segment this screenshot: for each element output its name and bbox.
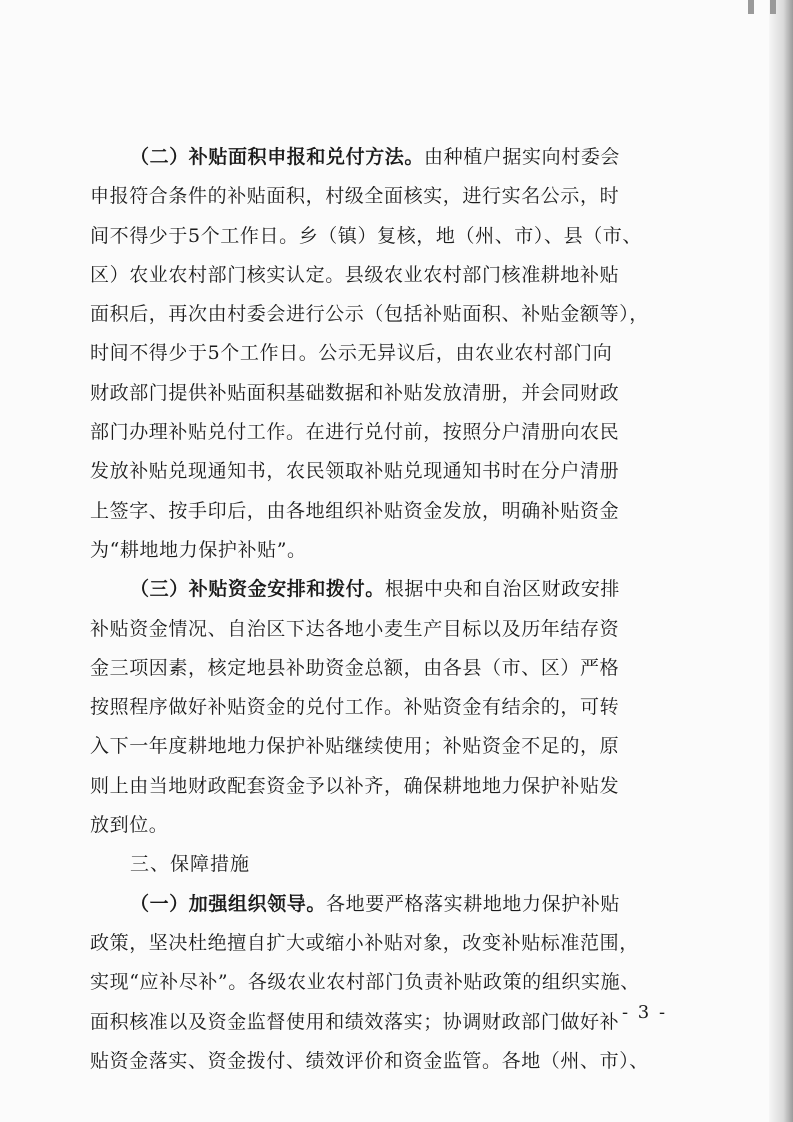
paragraph-first-line <box>90 570 682 609</box>
text-line: 则上由当地财政配套资金予以补齐，确保耕地地力保护补贴发 <box>90 774 620 797</box>
text-line: 发放补贴兑现通知书，农民领取补贴兑现通知书时在分户清册 <box>90 460 620 483</box>
paragraph-heading: （三）补贴资金安排和拨付。 <box>130 578 385 601</box>
section-title-safeguards: 三、保障措施 <box>130 853 251 876</box>
text-line: 放到位。 <box>90 814 169 837</box>
text-line: 根据中央和自治区财政安排 <box>384 578 621 601</box>
text-line: 贴资金落实、资金拨付、绩效评价和资金监管。各地（州、市）、 <box>90 1049 649 1072</box>
text-line: 上签字、按手印后，由各地组织补贴资金发放，明确补贴资金 <box>90 499 620 522</box>
scan-mark <box>748 0 754 14</box>
text-line: 金三项因素，核定地县补助资金总额，由各县（市、区）严格 <box>90 656 620 679</box>
text-line: 政策，坚决杜绝擅自扩大或缩小补贴对象，改变补贴标准范围， <box>90 931 639 954</box>
text-line: 时间不得少于5个工作日。公示无异议后，由农业农村部门向 <box>90 342 613 365</box>
text-line: 部门办理补贴兑付工作。在进行兑付前，按照分户清册向农民 <box>90 421 620 444</box>
text-line: 由种植户据实向村委会 <box>424 146 621 168</box>
paragraph-heading: （二）补贴面积申报和兑付方法。 <box>130 146 425 168</box>
scan-mark <box>770 0 776 14</box>
text-line: 区）农业农村部门核实认定。县级农业农村部门核准耕地补贴 <box>90 263 620 286</box>
text-line: 为“耕地地力保护补贴”。 <box>90 538 307 561</box>
document-body <box>90 138 682 1081</box>
text-line: 申报符合条件的补贴面积，村级全面核实，进行实名公示，时 <box>90 185 620 208</box>
text-line: 实现“应补尽补”。各级农业农村部门负责补贴政策的组织实施、 <box>90 971 640 994</box>
text-line: 补贴资金情况、自治区下达各地小麦生产目标以及历年结存资 <box>90 617 620 640</box>
paragraph-strengthen-leadership <box>90 885 682 1081</box>
paragraph-subsidy-area-declaration <box>90 138 682 570</box>
paragraph-heading: （一）加强组织领导。 <box>130 892 327 915</box>
paragraph-subsidy-fund-allocation <box>90 570 682 845</box>
page-number: - 3 - <box>622 1002 668 1023</box>
text-line: 间不得少于5个工作日。乡（镇）复核，地（州、市）、县（市、 <box>90 224 642 247</box>
paragraph-first-line <box>90 885 682 924</box>
paragraph-first-line <box>90 138 682 177</box>
text-line: 财政部门提供补贴面积基础数据和补贴发放清册，并会同财政 <box>90 381 620 404</box>
text-line: 各地要严格落实耕地地力保护补贴 <box>326 892 621 915</box>
text-line: 面积核准以及资金监督使用和绩效落实；协调财政部门做好补 <box>90 1010 620 1033</box>
text-line: 面积后，再次由村委会进行公示（包括补贴面积、补贴金额等）， <box>90 303 649 326</box>
text-line: 入下一年度耕地地力保护补贴继续使用；补贴资金不足的，原 <box>90 735 620 758</box>
scan-shadow-edge <box>769 0 793 1122</box>
text-line: 按照程序做好补贴资金的兑付工作。补贴资金有结余的，可转 <box>90 696 620 719</box>
